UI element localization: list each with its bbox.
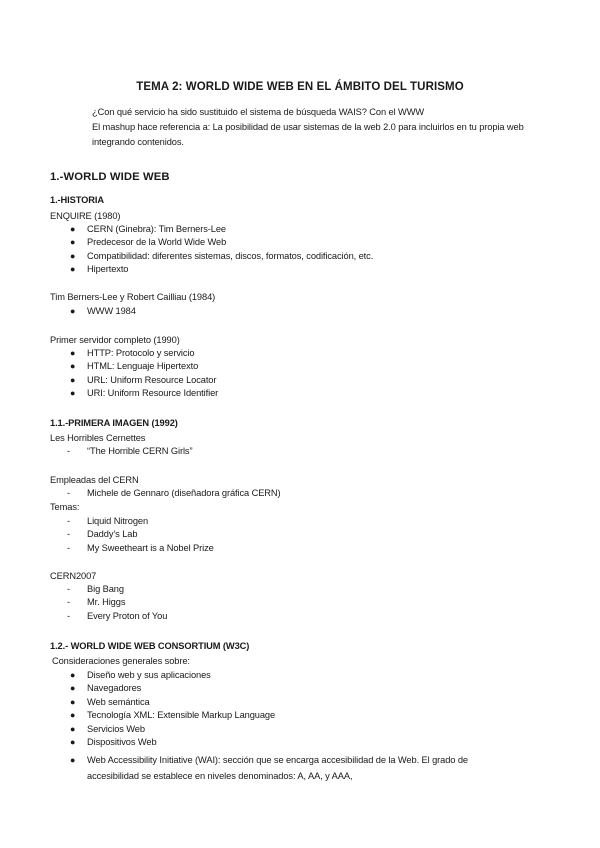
intro-mashup: El mashup hace referencia a: La posibilidad de usar sistemas de la web 2.0 para incluirlos en tu propia web integrando contenidos. bbox=[92, 122, 524, 147]
subheading-primera-imagen: 1.1.-PRIMERA IMAGEN (1992) bbox=[50, 418, 178, 428]
label-empleadas: Empleadas del CERN bbox=[50, 475, 139, 485]
subheading-w3c: 1.2.- WORLD WIDE WEB CONSORTIUM (W3C) bbox=[50, 641, 250, 651]
bullet-icon: ● bbox=[70, 361, 76, 372]
list-item: ● HTTP: Protocolo y servicio bbox=[70, 347, 218, 360]
list-item: ● HTML: Lenguaje Hipertexto bbox=[70, 360, 218, 373]
cern2007-list bbox=[66, 583, 167, 623]
label-consideraciones: Consideraciones generales sobre: bbox=[52, 656, 190, 666]
cernettes-list bbox=[66, 445, 192, 458]
bullet-icon: ● bbox=[70, 388, 76, 399]
list-item: - Every Proton of You bbox=[66, 610, 167, 623]
dash-icon: - bbox=[67, 597, 70, 608]
list-item: ● Predecesor de la World Wide Web bbox=[70, 236, 373, 249]
list-item: ● URL: Uniform Resource Locator bbox=[70, 374, 218, 387]
bullet-icon: ● bbox=[70, 250, 76, 261]
dash-icon: - bbox=[67, 516, 70, 526]
servidor-list bbox=[70, 347, 218, 401]
list-item: ● URI: Uniform Resource Identifier bbox=[70, 387, 218, 400]
list-item: ● Hipertexto bbox=[70, 263, 373, 276]
list-item: - Liquid Nitrogen bbox=[66, 515, 214, 528]
list-item: - Daddy’s Lab bbox=[66, 528, 214, 541]
dash-icon: - bbox=[67, 446, 70, 456]
bullet-icon: ● bbox=[70, 224, 76, 234]
bullet-icon: ● bbox=[70, 670, 76, 680]
bullet-icon: ● bbox=[70, 723, 76, 734]
dash-icon: - bbox=[67, 529, 70, 540]
bullet-icon: ● bbox=[70, 306, 76, 316]
bullet-icon: ● bbox=[70, 348, 76, 358]
page-title: TEMA 2: WORLD WIDE WEB EN EL ÁMBITO DEL TURISMO bbox=[136, 81, 464, 93]
label-horribles-cernettes: Les Horribles Cernettes bbox=[50, 433, 146, 443]
temas-list bbox=[66, 515, 214, 555]
bullet-icon: ● bbox=[70, 737, 76, 748]
list-item: - Big Bang bbox=[66, 583, 167, 596]
dash-icon: - bbox=[67, 610, 70, 621]
list-item: ● Compatibilidad: diferentes sistemas, discos, formatos, codificación, etc. bbox=[70, 250, 373, 263]
list-item: ● Web semántica bbox=[70, 696, 468, 709]
list-item-wai: ● Web Accessibility Initiative (WAI): sección que se encarga accesibilidad de la Web. El grado de bbox=[70, 752, 468, 768]
bullet-icon: ● bbox=[70, 237, 76, 248]
dash-icon: - bbox=[67, 584, 70, 594]
bullet-icon: ● bbox=[70, 710, 76, 721]
enquire-list bbox=[70, 223, 373, 277]
empleadas-list bbox=[66, 487, 281, 500]
section-heading-www: 1.-WORLD WIDE WEB bbox=[50, 171, 170, 183]
list-item: ● Tecnología XML: Extensible Markup Language bbox=[70, 709, 468, 722]
subheading-historia: 1.-HISTORIA bbox=[50, 195, 105, 205]
list-item: - My Sweetheart is a Nobel Prize bbox=[66, 542, 214, 555]
list-item-wai-continued: accesibilidad se establece en niveles denominados: A, AA, y AAA, bbox=[87, 771, 353, 782]
bullet-icon: ● bbox=[70, 755, 76, 766]
list-item: - Mr. Higgs bbox=[66, 596, 167, 609]
bullet-icon: ● bbox=[70, 374, 76, 385]
list-item: ● WWW 1984 bbox=[70, 305, 136, 318]
label-berners-lee-cailliau: Tim Berners-Lee y Robert Cailliau (1984) bbox=[50, 292, 216, 302]
intro-question: ¿Con qué servicio ha sido sustituido el sistema de búsqueda WAIS? Con el WWW bbox=[92, 107, 425, 117]
label-cern2007: CERN2007 bbox=[50, 571, 97, 581]
w3c-list bbox=[70, 669, 468, 784]
list-item: ● Diseño web y sus aplicaciones bbox=[70, 669, 468, 682]
dash-icon: - bbox=[67, 542, 70, 553]
list-item: - Michele de Gennaro (diseñadora gráfica CERN) bbox=[66, 487, 281, 500]
list-item: ● Dispositivos Web bbox=[70, 736, 468, 749]
label-primer-servidor: Primer servidor completo (1990) bbox=[50, 335, 180, 345]
list-item: ● Servicios Web bbox=[70, 723, 468, 736]
bullet-icon: ● bbox=[70, 696, 76, 707]
list-item: ● CERN (Ginebra): Tim Berners-Lee bbox=[70, 223, 373, 236]
label-temas: Temas: bbox=[50, 502, 80, 512]
list-item: ● Navegadores bbox=[70, 682, 468, 695]
bullet-icon: ● bbox=[70, 683, 76, 694]
list-item: - “The Horrible CERN Girls” bbox=[66, 445, 192, 458]
berners-lee-list bbox=[70, 305, 136, 318]
bullet-icon: ● bbox=[70, 264, 76, 275]
dash-icon: - bbox=[67, 488, 70, 498]
label-enquire: ENQUIRE (1980) bbox=[50, 211, 121, 221]
